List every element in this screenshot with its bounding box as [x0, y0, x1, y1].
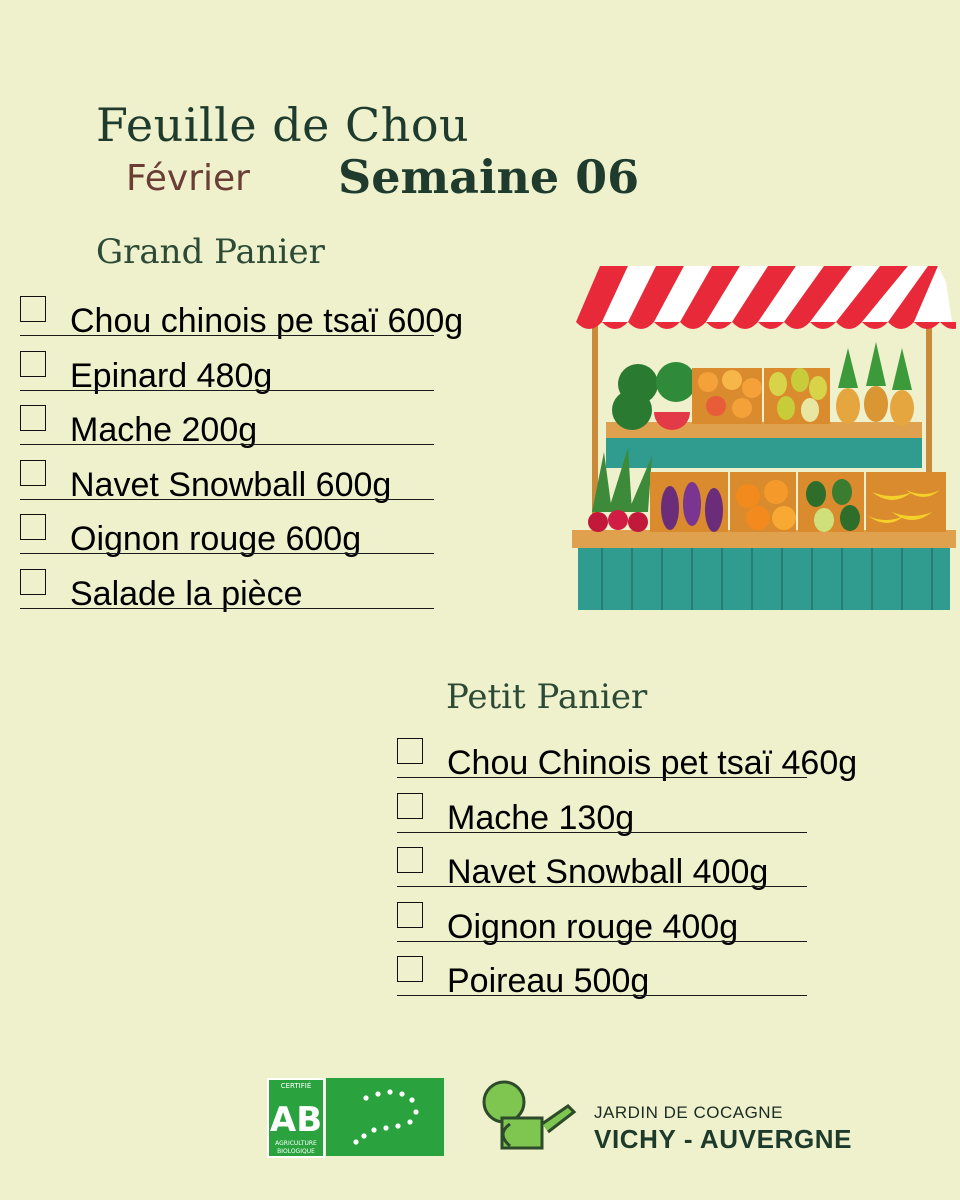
checkbox[interactable]: [20, 296, 46, 322]
list-item: Poireau 500g: [397, 956, 807, 1011]
checkbox[interactable]: [20, 405, 46, 431]
month-label: Février: [126, 158, 250, 199]
divider: [397, 777, 807, 778]
divider: [20, 499, 434, 500]
divider: [397, 832, 807, 833]
svg-text:BIOLOGIQUE: BIOLOGIQUE: [277, 1148, 315, 1155]
divider: [397, 995, 807, 996]
checkbox[interactable]: [20, 460, 46, 486]
list-item: Navet Snowball 600g: [20, 460, 434, 515]
brand-name: JARDIN DE COCAGNE: [594, 1103, 783, 1122]
divider: [20, 608, 434, 609]
svg-text:CERTIFIÉ: CERTIFIÉ: [280, 1082, 312, 1090]
petit-panier-list: [397, 738, 858, 1011]
checkbox[interactable]: [20, 569, 46, 595]
checkbox[interactable]: [397, 956, 423, 982]
checkbox[interactable]: [20, 514, 46, 540]
list-item: Salade la pièce: [20, 569, 434, 624]
grand-panier-list: [20, 296, 464, 623]
week-label: Semaine 06: [338, 150, 640, 204]
divider: [397, 941, 807, 942]
list-item: Oignon rouge 600g: [20, 514, 434, 569]
checkbox[interactable]: [397, 793, 423, 819]
list-item: Navet Snowball 400g: [397, 847, 807, 902]
divider: [20, 390, 434, 391]
list-item: Chou chinois pe tsaï 600g: [20, 296, 434, 351]
checkbox[interactable]: [397, 738, 423, 764]
ab-logo: [267, 1078, 325, 1158]
list-item: Mache 200g: [20, 405, 434, 460]
grand-panier-title: Grand Panier: [96, 232, 325, 272]
petit-panier-title: Petit Panier: [446, 677, 648, 717]
brand-location: VICHY - AUVERGNE: [594, 1124, 853, 1154]
divider: [20, 444, 434, 445]
market-stall-icon: [572, 262, 956, 614]
checkbox[interactable]: [20, 351, 46, 377]
checkbox[interactable]: [397, 902, 423, 928]
watering-can-icon: [480, 1080, 580, 1152]
svg-text:AGRICULTURE: AGRICULTURE: [275, 1140, 317, 1147]
list-item: Oignon rouge 400g: [397, 902, 807, 957]
list-item: Chou Chinois pet tsaï 460g: [397, 738, 807, 793]
eu-organic-leaf-icon: [326, 1078, 444, 1156]
list-item: Mache 130g: [397, 793, 807, 848]
svg-text:AB: AB: [269, 1100, 323, 1140]
page-title: Feuille de Chou: [96, 98, 470, 152]
divider: [20, 335, 434, 336]
checkbox[interactable]: [397, 847, 423, 873]
list-item: Epinard 480g: [20, 351, 434, 406]
divider: [20, 553, 434, 554]
divider: [397, 886, 807, 887]
